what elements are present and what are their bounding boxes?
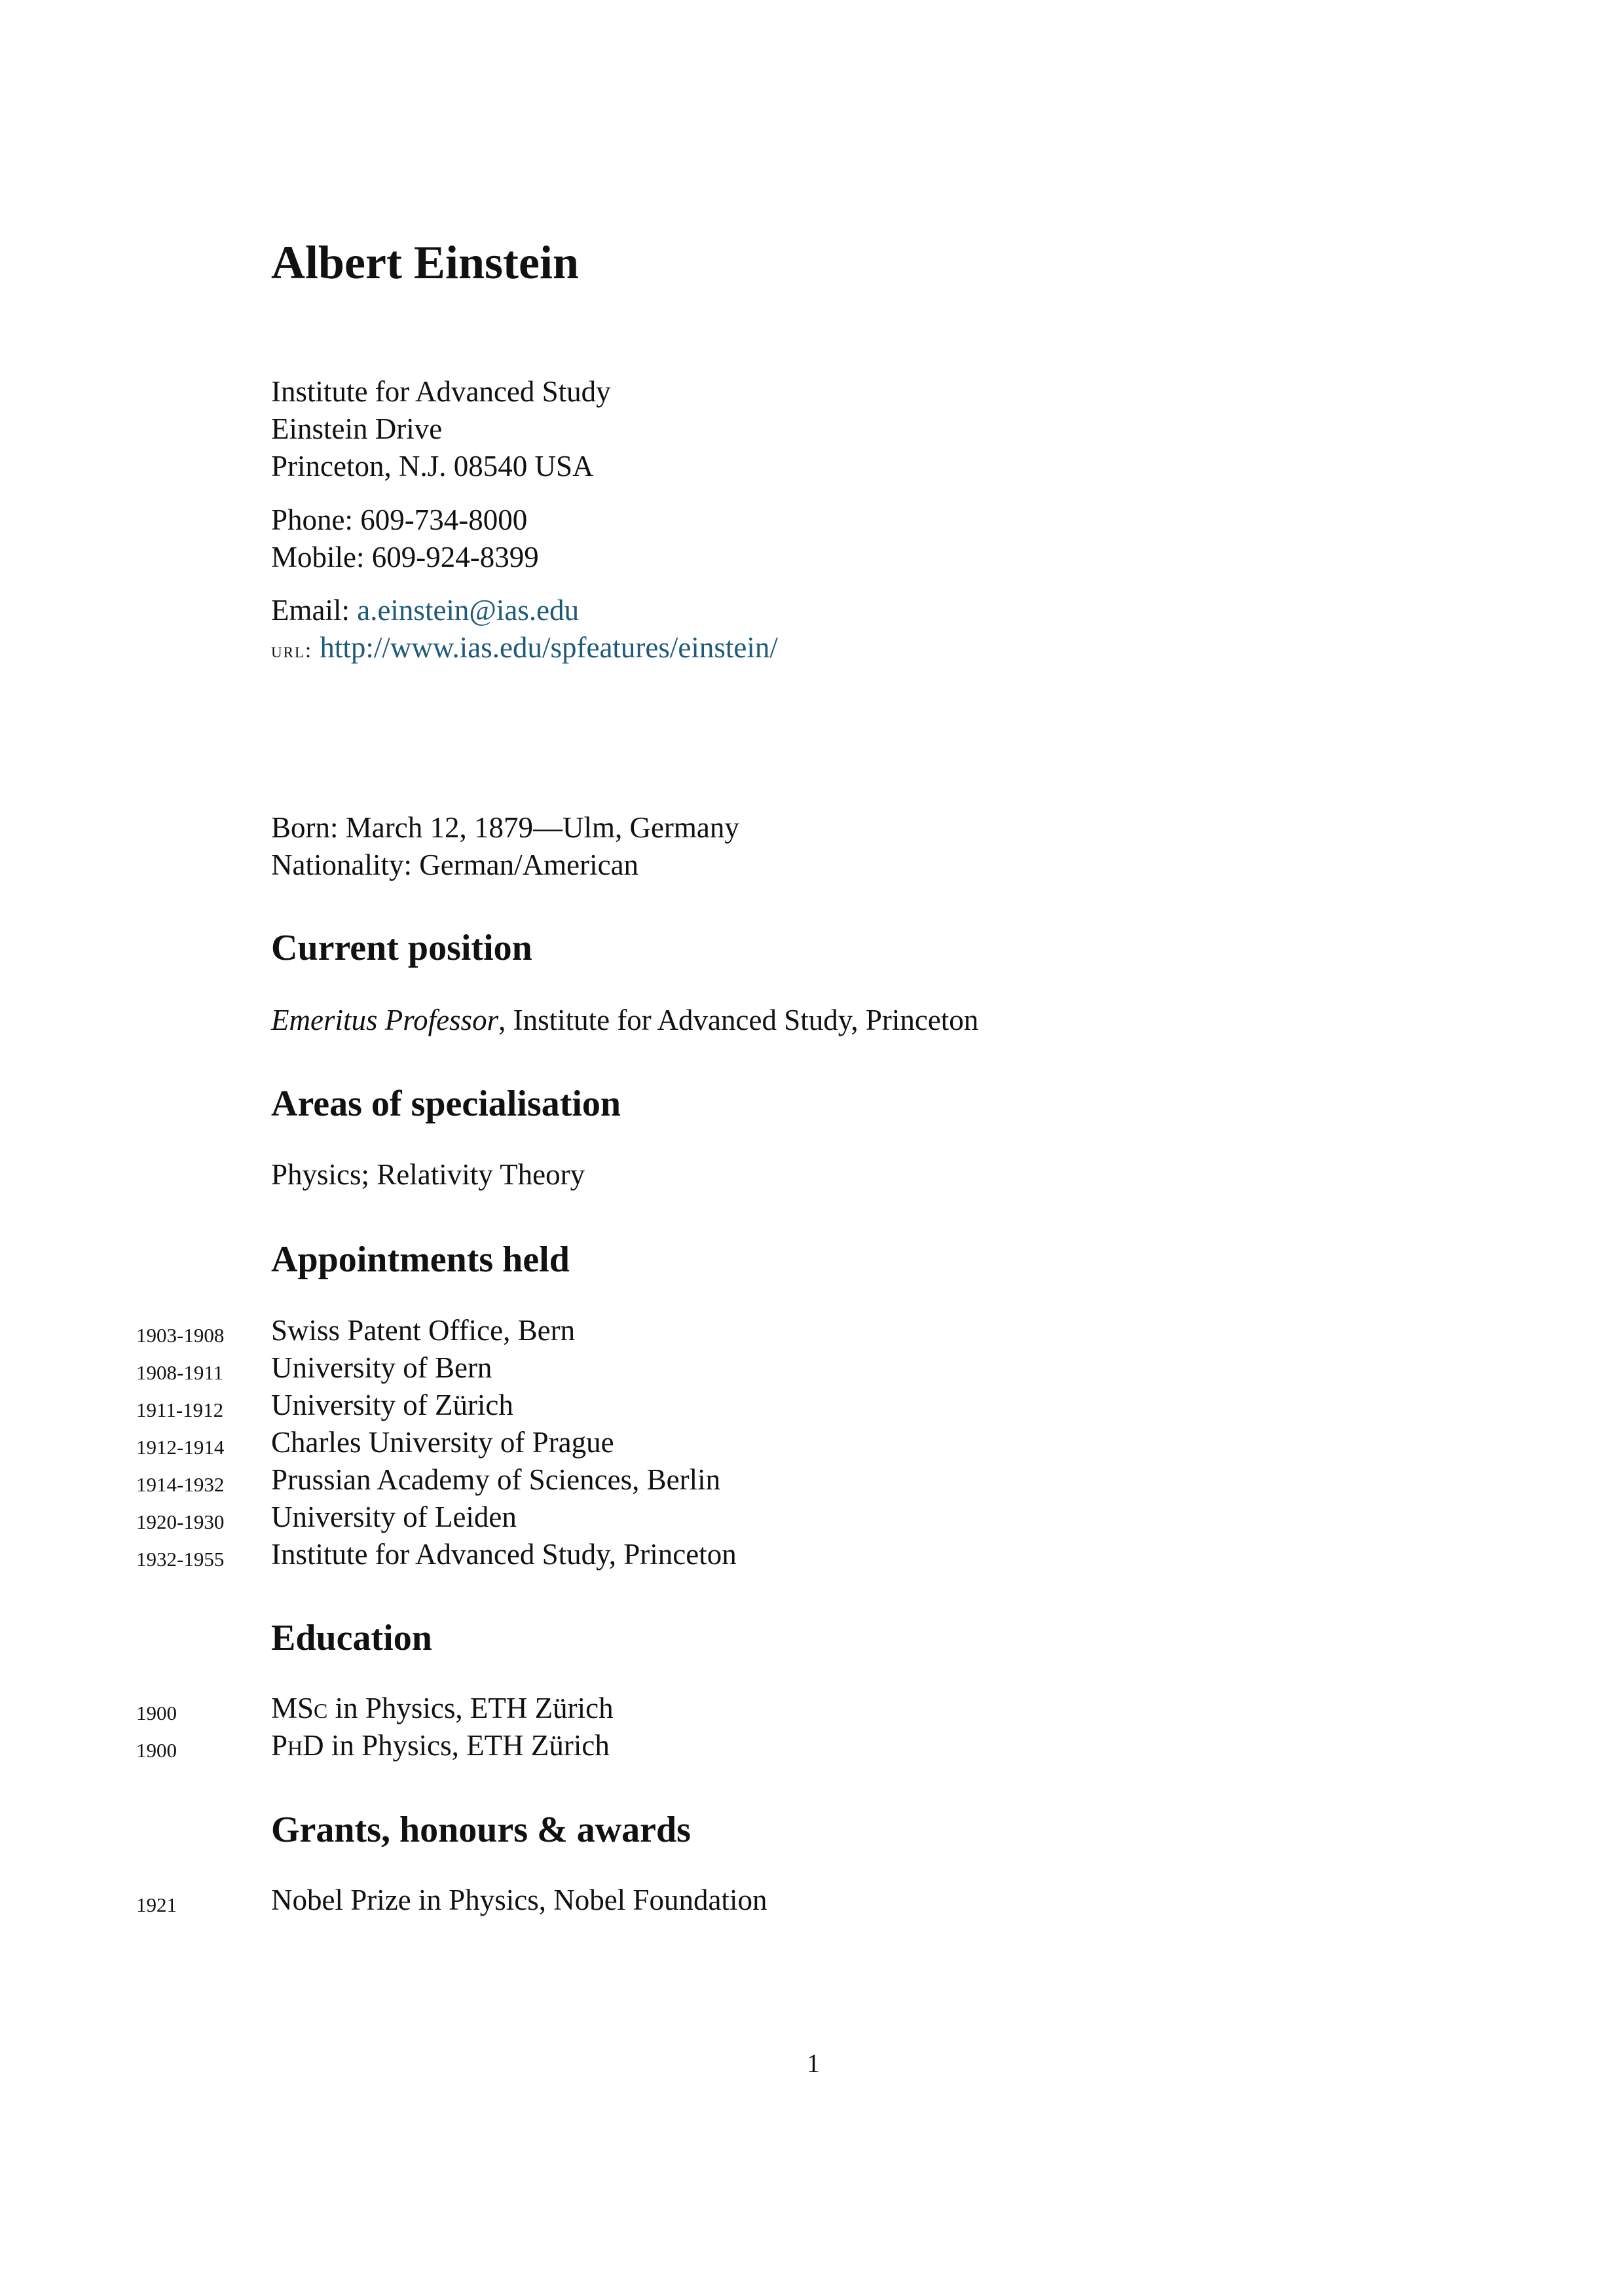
web-contact-block	[271, 592, 778, 670]
appointment-years: 1903-1908	[136, 1324, 225, 1347]
education-entry	[271, 1691, 614, 1725]
email-line	[271, 592, 778, 629]
appointment-text: Institute for Advanced Study, Princeton	[271, 1538, 737, 1571]
specialisation-heading: Areas of specialisation	[271, 1084, 621, 1124]
appointment-years: 1920-1930	[136, 1510, 225, 1533]
appointment-text: Prussian Academy of Sciences, Berlin	[271, 1463, 721, 1496]
degree: PhD	[271, 1729, 324, 1762]
appointment-text: University of Leiden	[271, 1501, 517, 1533]
appointment-text: Swiss Patent Office, Bern	[271, 1314, 576, 1347]
appointment-years: 1932-1955	[136, 1548, 225, 1571]
appointment-text: University of Bern	[271, 1351, 492, 1384]
address-line-3: Princeton, N.J. 08540 USA	[271, 450, 594, 483]
current-position-line	[271, 1002, 978, 1039]
address-line-2: Einstein Drive	[271, 412, 443, 445]
appointment-text: University of Zürich	[271, 1389, 513, 1421]
appointment-years: 1911-1912	[136, 1398, 224, 1421]
award-year: 1921	[136, 1893, 177, 1916]
appointment-years: 1912-1914	[136, 1436, 225, 1459]
born-line: Born: March 12, 1879—Ulm, Germany	[271, 811, 739, 844]
person-name: Albert Einstein	[271, 236, 580, 289]
url-line	[271, 629, 778, 670]
url-label: url:	[271, 639, 313, 663]
education-year: 1900	[136, 1702, 177, 1724]
phone-line	[271, 501, 539, 539]
page-number: 1	[807, 2049, 820, 2078]
appointment-years: 1908-1911	[136, 1361, 224, 1384]
appointments-heading: Appointments held	[271, 1239, 570, 1280]
email-label: Email:	[271, 594, 350, 627]
mobile-label: Mobile:	[271, 541, 365, 574]
appointment-years: 1914-1932	[136, 1473, 225, 1496]
url-link[interactable]: http://www.ias.edu/spfeatures/einstein/	[320, 631, 778, 664]
position-institution: , Institute for Advanced Study, Princeton	[498, 1004, 979, 1036]
mobile-line	[271, 539, 539, 576]
nationality-line: Nationality: German/American	[271, 848, 639, 881]
email-link[interactable]: a.einstein@ias.edu	[357, 594, 580, 627]
appointment-text: Charles University of Prague	[271, 1426, 614, 1459]
current-position-heading: Current position	[271, 928, 532, 968]
education-entry	[271, 1728, 610, 1762]
phone-block	[271, 501, 539, 576]
address-block	[271, 373, 611, 485]
awards-heading: Grants, honours & awards	[271, 1810, 691, 1850]
personal-info-block	[271, 809, 739, 884]
address-line-1: Institute for Advanced Study	[271, 375, 611, 408]
phone-label: Phone:	[271, 503, 354, 536]
position-title: Emeritus Professor	[271, 1004, 499, 1036]
education-heading: Education	[271, 1618, 432, 1658]
education-text: in Physics, ETH Zürich	[323, 1729, 610, 1762]
education-year: 1900	[136, 1739, 177, 1762]
award-text: Nobel Prize in Physics, Nobel Foundation	[271, 1884, 767, 1916]
mobile-number: 609-924-8399	[371, 541, 539, 574]
specialisation-text: Physics; Relativity Theory	[271, 1158, 585, 1191]
education-text: in Physics, ETH Zürich	[327, 1692, 614, 1724]
degree: MSc	[271, 1692, 328, 1724]
phone-number: 609-734-8000	[360, 503, 528, 536]
